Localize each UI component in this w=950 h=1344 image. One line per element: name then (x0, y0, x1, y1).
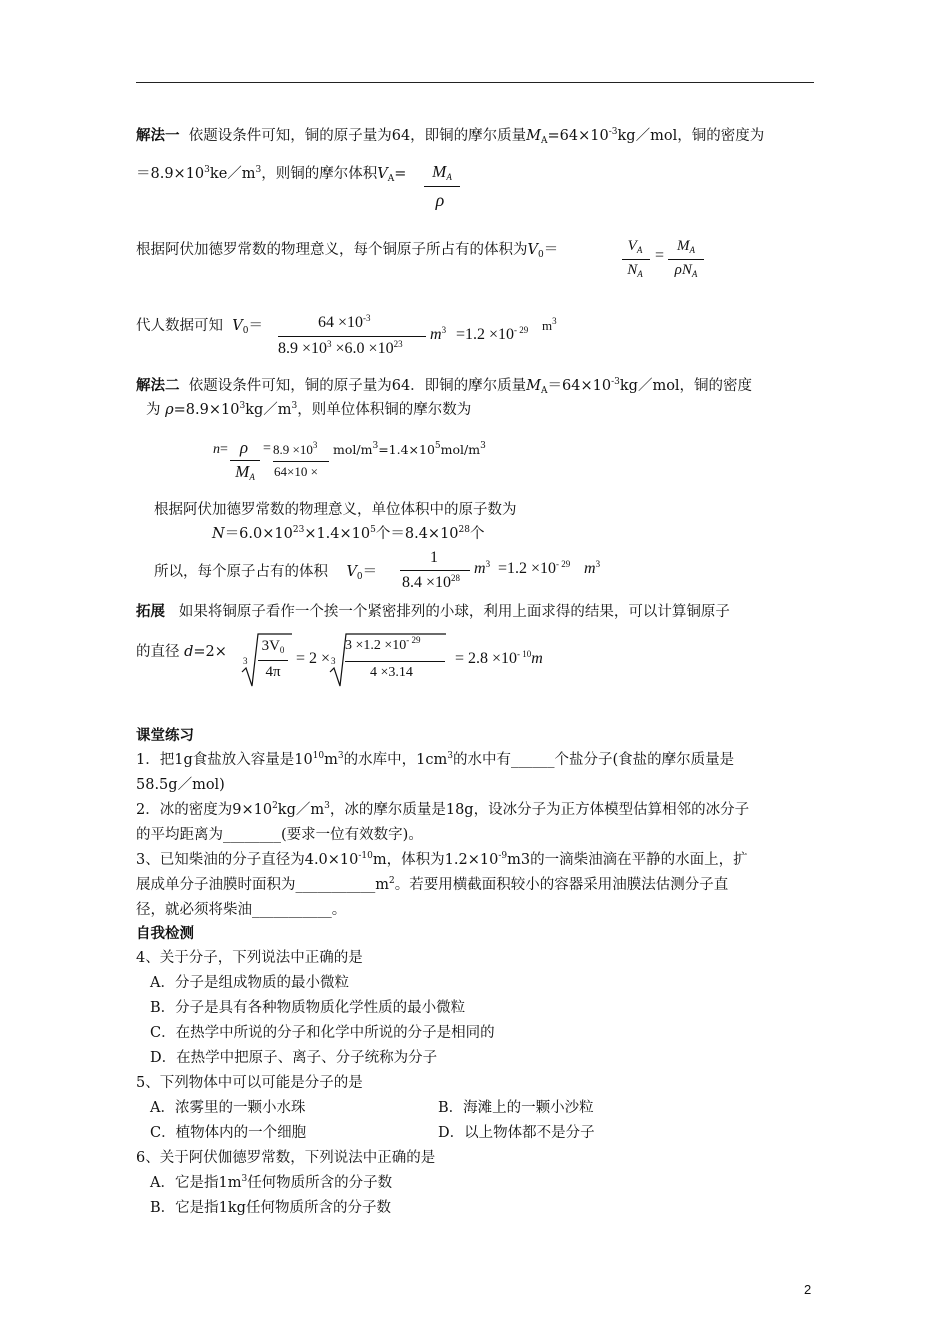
q4-option-b: B．分子是具有各种物质物质化学性质的最小微粒 (150, 1000, 466, 1016)
ma-numerator: $M_A$ (677, 238, 695, 255)
q6-option-b: B．它是指1kg任何物质所含的分子数 (150, 1200, 391, 1216)
q5-option-a: A．浓雾里的一颗小水珠 (150, 1100, 306, 1116)
root-eq-1: = 2 × (296, 650, 331, 667)
cube-root-index-2: 3 (331, 656, 336, 666)
v0-sub-2: 0 (242, 326, 249, 336)
v0-eq-2: ＝ (248, 318, 263, 334)
v0-symbol-2: V (232, 318, 243, 334)
ma-value-2: ＝64×10 (547, 378, 612, 394)
q4-stem: 4、关于分子，下列说法中正确的是 (136, 950, 363, 966)
n-result: mol/$m^3=1.4\times 10^5mol/m^3$ (333, 441, 486, 457)
va-sub: A (387, 174, 395, 184)
molar-volume-fraction-bar (424, 186, 460, 187)
method2-text1-tail: kg／mol，铜的密度 (619, 378, 753, 394)
method2-label: 解法二 (136, 378, 180, 394)
n-denominator: $M_A$ (235, 462, 255, 482)
ma-value: =64×10 (547, 128, 609, 144)
vol-result-unit: $m^3$ (584, 559, 601, 577)
practice-q1-line1: 1．把1g食盐放入容量是$10^{10}m^3$的水库中，$1cm^3$的水中有______个盐分子(食盐的摩尔质量是 (136, 751, 735, 768)
n-eq: = (263, 441, 271, 456)
density-unit-exp-2: 3 (291, 401, 298, 411)
v0-symbol-3: V (346, 564, 357, 580)
density-unit-2: kg／m (245, 402, 292, 418)
vol-numerator: 1 (430, 549, 438, 566)
va-symbol: V (377, 166, 388, 182)
practice-q3-line3: 径，就必须将柴油___________。 (136, 902, 347, 918)
v0-sub: 0 (537, 250, 544, 260)
q5-stem: 5、下列物体中可以可能是分子的是 (136, 1075, 363, 1091)
N-symbol: N (212, 526, 225, 542)
practice-heading: 课堂练习 (136, 728, 194, 744)
method2-line4: $N=6.0\times 10^{23}\times 1.4\times 10^5$个$=8.4\times 10^{28}$个 (212, 525, 485, 542)
method2-line1 (136, 376, 752, 396)
calc-fraction-bar (278, 336, 426, 337)
density-exp: 3 (204, 165, 210, 175)
method2-text2a: 为 (146, 402, 161, 418)
density-value-2: =8.9×10 (173, 402, 240, 418)
extension-line2: 的直径 d=2× (136, 644, 227, 660)
root2-fraction-bar (345, 661, 445, 662)
extension-line1 (136, 602, 730, 622)
method1-text1: 依题设条件可知，铜的原子量为64，即铜的摩尔质量 (188, 128, 527, 144)
diameter-result: = $2.8 \times 10^{- 10}m$ (455, 649, 543, 667)
va-numerator: $V_A$ (627, 238, 643, 255)
va-eq: = (394, 166, 407, 182)
method1-label: 解法一 (136, 128, 180, 144)
n-numerator: ρ (239, 438, 249, 457)
v0-eq: ＝ (543, 242, 559, 258)
method2-line5: 所以，每个原子占有的体积 $V_0=$ (154, 564, 378, 582)
q5-option-c: C．植物体内的一个细胞 (150, 1125, 307, 1141)
ma-exp: -3 (608, 127, 618, 137)
method1-line4 (136, 316, 263, 336)
ma-rhona-fraction-bar (668, 259, 704, 260)
method1-text1-tail: kg／mol，铜的密度为 (617, 128, 765, 144)
root2-denominator: 4 ×3.14 (370, 665, 413, 680)
n-value-denominator: 64×10 × (274, 464, 318, 479)
q6-option-a: A．它是指$1m^3$任何物质所含的分子数 (150, 1174, 393, 1191)
page-number: 2 (804, 1282, 812, 1297)
calc-unit: $m^3$ (430, 325, 447, 343)
practice-q1-line2: 58.5g／mol) (136, 777, 225, 793)
practice-q2-line2: 的平均距离为________(要求一位有效数字)。 (136, 827, 423, 843)
method2-text2: ，则单位体积铜的摩尔数为 (297, 402, 472, 418)
ma-sub-2: A (541, 386, 548, 396)
ma-symbol-2: M (526, 378, 542, 394)
density-unit: ke／m (209, 166, 256, 182)
method2-line2 (146, 400, 471, 420)
vol-denominator: $8.4 \times 10^{28}$ (402, 573, 461, 591)
n-value-numerator: $8.9 \times 10^3$ (273, 440, 318, 457)
n-value-fraction-bar (273, 461, 329, 462)
root1-numerator: $3V_0$ (261, 638, 285, 655)
rho-symbol: ρ (165, 402, 174, 418)
density-unit-exp: 3 (255, 165, 262, 175)
q6-stem: 6、关于阿伏伽德罗常数，下列说法中正确的是 (136, 1150, 436, 1166)
d-symbol: d (184, 644, 194, 660)
calc-numerator: $64 \times 10^{-3}$ (318, 313, 371, 331)
method1-line1 (136, 126, 764, 146)
density-exp-2: 3 (239, 401, 246, 411)
vol-unit: $m^3$ (474, 559, 491, 577)
method1-text3: 根据阿伏加德罗常数的物理意义，每个铜原子所占有的体积为 (136, 242, 528, 258)
calc-result: $=1.2 \times 10^{- 29}$ (456, 325, 529, 343)
d-eq: =2× (193, 644, 227, 660)
n-symbol: n= (213, 442, 228, 457)
root1-fraction-bar (258, 660, 288, 661)
selfcheck-heading: 自我检测 (136, 926, 194, 942)
practice-q3-line1: 3、已知柴油的分子直径为$4.0\times 10^{-10}m$，体积为$1.2\times 10^{-9}m3$的一滴柴油滴在平静的水面上，扩 (136, 851, 748, 868)
method1-text4: 代人数据可知 (136, 318, 223, 334)
molar-volume-numerator: $M_A$ (432, 162, 452, 182)
method1-text2: ，则铜的摩尔体积 (261, 166, 378, 182)
cube-root-index-1: 3 (243, 656, 248, 666)
calc-result-unit: $m^3$ (542, 316, 557, 333)
v0-symbol: V (527, 242, 538, 258)
method1-line2 (136, 164, 406, 184)
calc-denominator: $8.9 \times 10^3 \times 6.0 \times 10^{23}$ (278, 339, 403, 357)
v0-eq2: = (655, 247, 665, 264)
molar-volume-denominator: ρ (435, 190, 445, 210)
density-value: ＝8.9×10 (136, 166, 205, 182)
method2-line3: 根据阿伏加德罗常数的物理意义，单位体积中的原子数为 (154, 502, 517, 518)
va-na-fraction-bar (622, 259, 650, 260)
root1-denominator: 4π (265, 664, 281, 680)
q5-option-b: B．海滩上的一颗小沙粒 (438, 1100, 594, 1116)
ma-sub: A (541, 136, 548, 146)
na-denominator: $N_A$ (627, 262, 643, 279)
extension-text1: 如果将铜原子看作一个挨一个紧密排列的小球，利用上面求得的结果，可以计算铜原子 (178, 604, 730, 620)
ma-symbol: M (526, 128, 542, 144)
rhona-denominator: $\rho N_A$ (674, 262, 698, 279)
n-fraction-bar (230, 460, 260, 461)
practice-q3-line2: 展成单分子油膜时面积为$\_\_\_\_\_\_\_\_\_\_\_m^2$。若要用横截面积较小的容器采用油膜法估测分子直 (136, 876, 729, 893)
vol-fraction-bar (400, 570, 470, 571)
method2-text1: 依题设条件可知，铜的原子量为64．即铜的摩尔质量 (188, 378, 527, 394)
ma-exp-2: -3 (611, 377, 620, 387)
practice-q2-line1: 2．冰的密度为$9\times 10^2kg/m^3$，冰的摩尔质量是18g，设冰分子为正方体模型估算相邻的冰分子 (136, 801, 750, 818)
q4-option-a: A．分子是组成物质的最小微粒 (150, 975, 349, 991)
method1-line3 (136, 240, 558, 260)
q4-option-d: D．在热学中把原子、离子、分子统称为分子 (150, 1050, 438, 1066)
extension-label: 拓展 (136, 604, 165, 620)
header-rule (136, 82, 814, 83)
root2-numerator: $3 \times 1.2 \times 10^{- 29}$ (345, 635, 421, 653)
q4-option-c: C．在热学中所说的分子和化学中所说的分子是相同的 (150, 1025, 495, 1041)
q5-option-d: D．以上物体都不是分子 (438, 1125, 595, 1141)
vol-result: $=1.2 \times 10^{- 29}$ (498, 559, 571, 577)
